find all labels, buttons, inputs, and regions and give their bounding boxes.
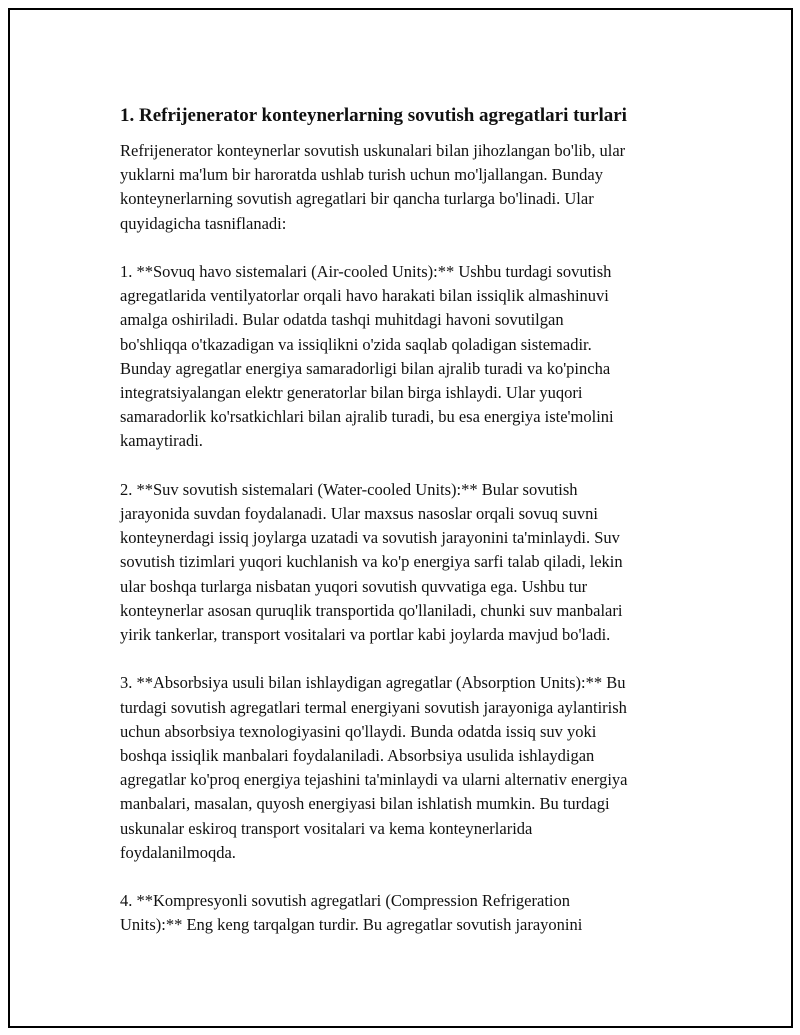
paragraph-air-cooled — [120, 260, 710, 454]
text-line: jarayonida suvdan foydalanadi. Ular maxsus nasoslar orqali sovuq suvni — [120, 504, 598, 524]
text-line: uskunalar eskiroq transport vositalari va kema konteynerlarida — [120, 818, 533, 838]
text-line: uchun absorbsiya texnologiyasini qo'llaydi. Bunda odatda issiq suv yoki — [120, 721, 597, 741]
text-line: manbalari, masalan, quyosh energiyasi bilan ishlatish mumkin. Bu turdagi — [120, 794, 610, 814]
text-line: boshqa issiqlik manbalari foydalaniladi. Absorbsiya usulida ishlaydigan — [120, 746, 595, 766]
text-line: kamaytiradi. — [120, 431, 203, 451]
text-line: ular boshqa turlarga nisbatan yuqori sovutish quvvatiga ega. Ushbu tur — [120, 576, 588, 596]
text-line: 3. **Absorbsiya usuli bilan ishlaydigan agregatlar (Absorption Units):** Bu — [120, 673, 626, 693]
text-line: agregatlarida ventilyatorlar orqali havo harakati bilan issiqlik almashinuvi — [120, 286, 609, 306]
text-line: 4. **Kompresyonli sovutish agregatlari (Compression Refrigeration — [120, 891, 570, 911]
text-line: Bunday agregatlar energiya samaradorligi bilan ajralib turadi va ko'pincha — [120, 358, 611, 378]
text-line: bo'shliqqa o'tkazadigan va issiqlikni o'zida saqlab qoladigan sistemadir. — [120, 334, 592, 354]
text-line: konteynerlar asosan quruqlik transportida qo'llaniladi, chunki suv manbalari — [120, 600, 623, 620]
paragraph-water-cooled — [120, 478, 710, 647]
text-line: yirik tankerlar, transport vositalari va portlar kabi joylarda mavjud bo'ladi. — [120, 625, 611, 645]
text-line: 2. **Suv sovutish sistemalari (Water-cooled Units):** Bular sovutish — [120, 479, 578, 499]
text-line: Units):** Eng keng tarqalgan turdir. Bu agregatlar sovutish jarayonini — [120, 915, 583, 935]
text-line: turdagi sovutish agregatlari termal energiyani sovutish jarayoniga aylantirish — [120, 697, 627, 717]
text-line: quyidagicha tasniflanadi: — [120, 213, 287, 233]
text-line: agregatlar ko'proq energiya tejashini ta'minlaydi va ularni alternativ energiya — [120, 770, 628, 790]
text-line: konteynerlarning sovutish agregatlari bir qancha turlarga bo'linadi. Ular — [120, 189, 594, 209]
text-line: yuklarni ma'lum bir haroratda ushlab turish uchun mo'ljallangan. Bunday — [120, 165, 603, 185]
page-frame — [8, 8, 793, 1028]
text-line: sovutish tizimlari yuqori kuchlanish va ko'p energiya sarfi talab qiladi, lekin — [120, 552, 623, 572]
text-line: 1. **Sovuq havo sistemalari (Air-cooled Units):** Ushbu turdagi sovutish — [120, 262, 612, 281]
document-body — [120, 104, 710, 962]
page-title: 1. Refrijenerator konteynerlarning sovutish agregatlari turlari — [120, 105, 627, 126]
text-line: foydalanilmoqda. — [120, 842, 236, 862]
paragraph-intro — [120, 139, 710, 236]
paragraph-absorption — [120, 671, 710, 865]
paragraph-compression — [120, 889, 710, 937]
text-line: amalga oshiriladi. Bular odatda tashqi muhitdagi havoni sovutilgan — [120, 310, 564, 330]
text-line: samaradorlik ko'rsatkichlari bilan ajralib turadi, bu esa energiya iste'molini — [120, 407, 614, 427]
text-line: integratsiyalangan elektr generatorlar bilan birga ishlaydi. Ular yuqori — [120, 383, 583, 403]
text-line: konteynerdagi issiq joylarga uzatadi va sovutish jarayonini ta'minlaydi. Suv — [120, 528, 620, 548]
text-line: Refrijenerator konteynerlar sovutish uskunalari bilan jihozlangan bo'lib, ular — [120, 141, 626, 160]
